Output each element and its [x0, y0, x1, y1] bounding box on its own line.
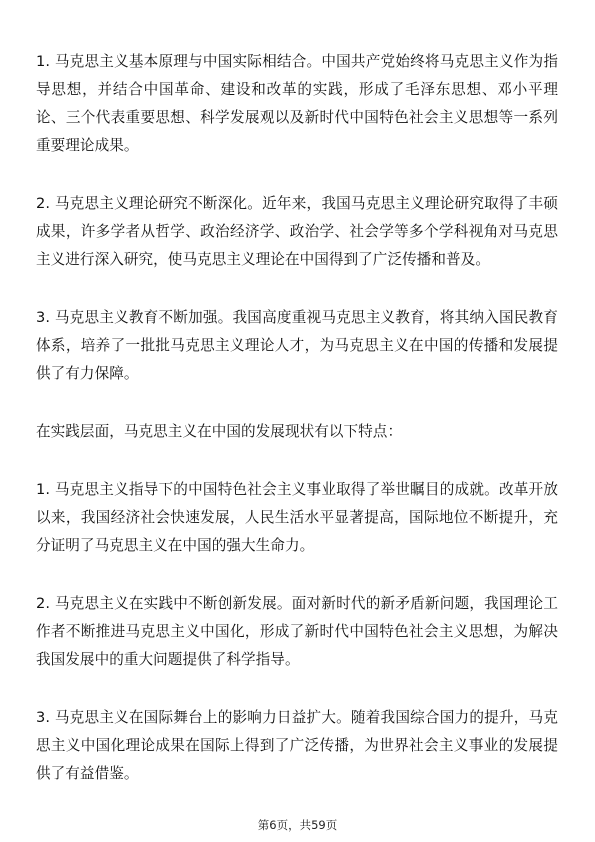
- paragraph-gap: [36, 560, 558, 590]
- paragraph-gap: [36, 274, 558, 304]
- page-number: 第6页，共59页: [257, 818, 338, 832]
- paragraph-theory-research: 2. 马克思主义理论研究不断深化。近年来，我国马克思主义理论研究取得了丰硕成果，许多学者从哲学、政治经济学、政治学、社会学等多个学科视角对马克思主义进行深入研究，使马克思主义理论在中国得到了广泛传播和普及。: [36, 195, 558, 268]
- paragraph-achievements: 1. 马克思主义指导下的中国特色社会主义事业取得了举世瞩目的成就。改革开放以来，我国经济社会快速发展，人民生活水平显著提高，国际地位不断提升，充分证明了马克思主义在中国的强大生命力。: [36, 481, 558, 554]
- paragraph-gap: [36, 388, 558, 418]
- paragraph-gap: [36, 446, 558, 476]
- document-body: [36, 48, 558, 788]
- paragraph-practice-intro: 在实践层面，马克思主义在中国的发展现状有以下特点：: [36, 423, 403, 440]
- paragraph-international: 3. 马克思主义在国际舞台上的影响力日益扩大。随着我国综合国力的提升，马克思主义中国化理论成果在国际上得到了广泛传播，为世界社会主义事业的发展提供了有益借鉴。: [36, 709, 558, 782]
- paragraph-gap: [36, 674, 558, 704]
- paragraph-theory-integration: 1. 马克思主义基本原理与中国实际相结合。中国共产党始终将马克思主义作为指导思想，并结合中国革命、建设和改革的实践，形成了毛泽东思想、邓小平理论、三个代表重要思想、科学发展观以及新时代中国特色社会主义思想等一系列重要理论成果。: [36, 53, 558, 154]
- paragraph-education: 3. 马克思主义教育不断加强。我国高度重视马克思主义教育，将其纳入国民教育体系，培养了一批批马克思主义理论人才，为马克思主义在中国的传播和发展提供了有力保障。: [36, 309, 558, 382]
- paragraph-gap: [36, 160, 558, 190]
- paragraph-innovation: 2. 马克思主义在实践中不断创新发展。面对新时代的新矛盾新问题，我国理论工作者不断推进马克思主义中国化，形成了新时代中国特色社会主义思想，为解决我国发展中的重大问题提供了科学指导。: [36, 595, 558, 668]
